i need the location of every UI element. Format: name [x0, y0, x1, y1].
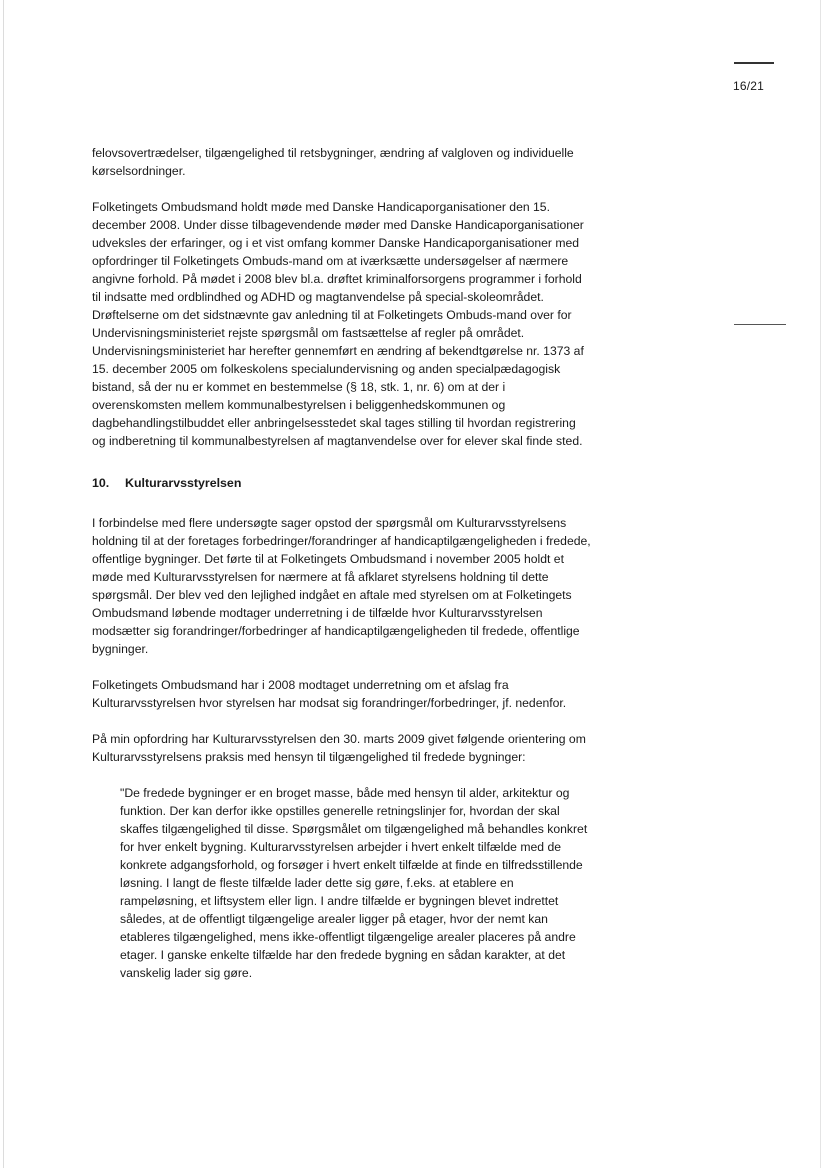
margin-rule — [734, 324, 786, 325]
scan-edge-left — [3, 0, 4, 1168]
page-number: 16/21 — [733, 79, 765, 93]
paragraph-orientering: På min opfordring har Kulturarvsstyrelsen den 30. marts 2009 givet følgende orientering om Kulturarvsstyrelsens praksis med hensyn til tilgængelighed til fredede bygninger: — [92, 732, 586, 764]
header-rule — [734, 62, 774, 64]
section-title: Kulturarvsstyrelsen — [125, 476, 242, 490]
paragraph-kulturarv-intro: I forbindelse med flere undersøgte sager opstod der spørgsmål om Kulturarvsstyrelsens holdning til at der foretages forbedringer/forandringer af handicaptilgængeligheden i fredede, offentlige bygninger. Det førte til at Folketingets Ombudsmand i november 2005 holdt et møde med Kulturarvsstyrelsen for nærmere at få afklaret styrelsens holdning til dette spørgsmål. Der blev ved den lejlighed indgået en aftale med styrelsen om at Folketingets Ombudsmand løbende modtager underretning i de tilfælde hvor Kulturarvsstyrelsen modsætter sig forandringer/forbedringer af handicaptilgængeligheden til fredede, offentlige bygninger. — [92, 516, 591, 656]
paragraph-underretning: Folketingets Ombudsmand har i 2008 modtaget underretning om et afslag fra Kulturarvsstyrelsen hvor styrelsen har modsat sig forandringer/forbedringer, jf. nedenfor. — [92, 678, 567, 710]
document-body — [92, 144, 592, 982]
block-quote: "De fredede bygninger er en broget masse, både med hensyn til alder, arkitektur og funktion. Der kan derfor ikke opstilles generelle retningslinjer for, hvordan der skal skaffes tilgængelighed til disse. Spørgsmålet om tilgængelighed må behandles konkret for hver enkelt bygning. Kulturarvsstyrelsen arbejder i hvert enkelt tilfælde med de konkrete adgangsforhold, og forsøger i hvert enkelt tilfælde at finde en tilfredsstillende løsning. I langt de fleste tilfælde lader dette sig gøre, f.eks. at etablere en rampeløsning, et liftsystem eller lign. I andre tilfælde er bygningen blevet indrettet således, at de offentligt tilgængelige arealer ligger på etager, hvor der nemt kan etableres tilgængelighed, mens ikke-offentligt tilgængelige arealer placeres på andre etager. I ganske enkelte tilfælde har den fredede bygning en sådan karakter, at det vanskelig lader sig gøre. — [120, 786, 588, 980]
paragraph-continuation: felovsovertrædelser, tilgængelighed til retsbygninger, ændring af valgloven og individuelle kørselsordninger. — [92, 146, 574, 178]
paragraph-ombudsmand-meeting: Folketingets Ombudsmand holdt møde med Danske Handicaporganisationer den 15. december 2008. Under disse tilbagevendende møder med Danske Handicaporganisationer udveksles der erfaringer, og i et vist omfang kommer Danske Handicaporganisationer med opfordringer til Folketingets Ombuds-mand om at iværksætte undersøgelser af nærmere angivne forhold. På mødet i 2008 blev bl.a. drøftet kriminalforsorgens programmer i forhold til indsatte med ordblindhed og ADHD og magtanvendelse på special-skoleområdet. Drøftelserne om det sidstnævnte gav anledning til at Folketingets Ombuds-mand over for Undervisningsministeriet rejste spørgsmål om fastsættelse af regler på området. Undervisningsministeriet har herefter gennemført en ændring af bekendtgørelse nr. 1373 af 15. december 2005 om folkeskolens specialundervisning og anden specialpædagogisk bistand, så der nu er kommet en bestemmelse (§ 18, stk. 1, nr. 6) om at der i overenskomsten mellem kommunalbestyrelsen i beliggenhedskommunen og dagbehandlingstilbuddet eller anbringelsesstedet skal tages stilling til hvordan registrering og indberetning til kommunalbestyrelsen af magtanvendelse over for elever skal finde sted. — [92, 200, 584, 448]
section-number: 10. — [92, 476, 110, 490]
section-heading — [92, 474, 592, 492]
scan-edge-right — [820, 0, 821, 1168]
